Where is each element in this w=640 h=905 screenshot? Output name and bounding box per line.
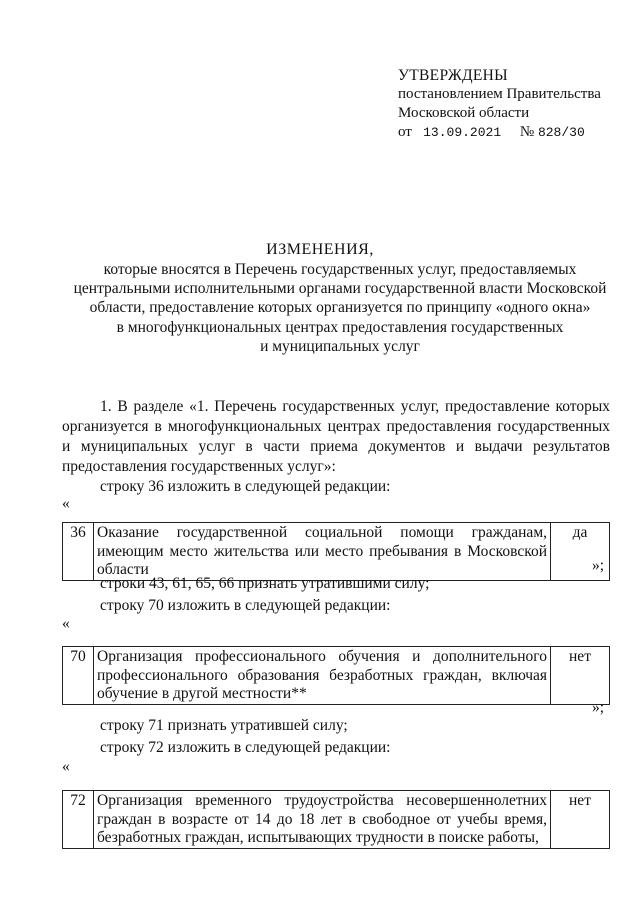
approval-line-2: Московской области — [398, 105, 530, 121]
subtitle-line: области, предоставление которых организуется по принципу «одного окна» — [89, 299, 591, 317]
table-row-36 — [62, 522, 610, 581]
instruction-row-72: строку 72 изложить в следующей редакции: — [100, 739, 391, 756]
document-subtitle — [70, 260, 610, 356]
close-quote: »; — [592, 699, 605, 716]
instruction-row-70: строку 70 изложить в следующей редакции: — [100, 597, 391, 614]
row-service-name: Организация временного трудоустройства несовершеннолетних граждан в возрасте от 14 до 18 лет в свободное от учебы время, безработных граждан, испытывающих трудности в поиске работы, — [94, 791, 551, 849]
row-number: 72 — [63, 791, 94, 849]
row-flag: нет — [551, 791, 610, 849]
table-row — [63, 791, 610, 849]
subtitle-line: которые вносятся в Перечень государственных услуг, предоставляемых — [103, 261, 577, 278]
table-row — [63, 523, 610, 581]
subtitle-line: и муниципальных услуг — [260, 337, 420, 355]
approval-number: 828/30 — [537, 125, 585, 140]
approval-date: 13.09.2021 — [423, 125, 502, 140]
table-row-72 — [62, 790, 610, 849]
row-service-name: Оказание государственной социальной помощи гражданам, имеющим место жительства или место пребывания в Московской области — [94, 523, 551, 581]
open-quote: « — [62, 495, 70, 512]
approval-date-line — [398, 123, 601, 142]
subtitle-line: в многофункциональных центрах предоставления государственных — [116, 318, 564, 336]
row-number: 36 — [63, 523, 94, 581]
close-quote: »; — [592, 557, 605, 574]
open-quote: « — [62, 615, 70, 632]
subtitle-line: центральными исполнительными органами государственной власти Московской — [73, 280, 607, 298]
number-prefix: № — [519, 124, 535, 140]
row-flag: да — [551, 523, 610, 581]
paragraph-1: 1. В разделе «1. Перечень государственных услуг, предоставление которых организуется в многофункциональных центрах предоставления государственных и муниципальных услуг в части приема документов и выдачи результатов предоставления государственных услуг»: — [62, 398, 610, 475]
document-title: ИЗМЕНЕНИЯ, — [266, 241, 374, 258]
approval-line-1: постановлением Правительства — [398, 86, 601, 102]
approval-title: УТВЕРЖДЕНЫ — [398, 67, 508, 84]
row-number: 70 — [63, 647, 94, 705]
table-row — [63, 647, 610, 705]
instruction-row-71: строку 71 признать утратившей силу; — [100, 717, 348, 734]
instruction-row-36: строку 36 изложить в следующей редакции: — [100, 478, 391, 495]
row-flag: нет — [551, 647, 610, 705]
row-service-name: Организация профессионального обучения и дополнительного профессионального образования безработных граждан, включая обучение в другой местности** — [94, 647, 551, 705]
open-quote: « — [62, 758, 70, 775]
date-prefix: от — [398, 124, 412, 140]
approval-block — [398, 66, 601, 142]
instruction-rows-void: строки 43, 61, 65, 66 признать утратившими силу; — [100, 575, 430, 592]
table-row-70 — [62, 646, 610, 705]
